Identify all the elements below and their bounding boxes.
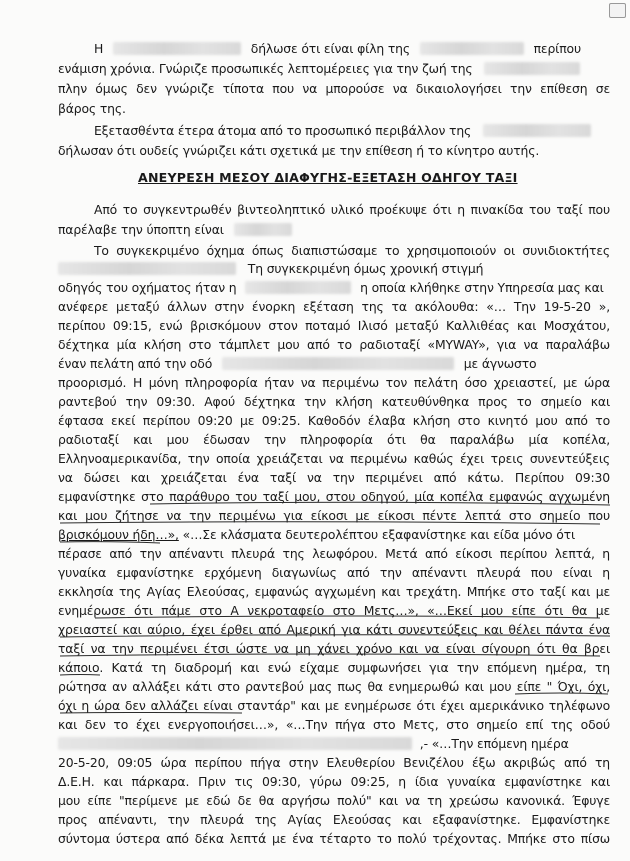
redacted-names [58, 262, 236, 275]
text-line: χρειαστεί και αύριο, έχει έρθει από Αμερική για κάτι συνεντεύξεις και θέλει πάντα ένα [58, 622, 610, 637]
redacted-address [58, 737, 412, 750]
redacted-name [484, 62, 580, 75]
text-fragment: Η [94, 41, 104, 56]
redacted-name [245, 281, 351, 294]
corner-mark [609, 3, 626, 18]
text-line: ταξί να την περιμένει έτσι ώστε να μη χάνει χρόνο και να είναι σίγουρη ότι θα βρει [58, 641, 610, 656]
text-line: δέχτηκα μία κλήση στο τάμπλετ μου από το ραδιοταξί «MYWAY», για να παραλάβω [58, 337, 610, 352]
text-line: ραντεβού την 09:30. Αφού δέχτηκα την κλήση κατευθύνθηκα προς το σημείο και [58, 394, 610, 409]
text-fragment: «…Σε κλάσματα δευτερολέπτου εξαφανίστηκε και είδα μόνο ότι [182, 527, 575, 542]
text-line: κάποιο. Κατά τη διαδρομή και ενώ είχαμε συμφωνήσει για την επόμενη ημέρα, τη [58, 660, 610, 675]
text-line: προς απέναντι, την πλευρά της Αγίας Ελεούσας και εξαφανίστηκε. Εμφανίστηκε [58, 812, 610, 827]
text-fragment: ,- «…Την επόμενη ημέρα [419, 736, 569, 751]
text-fragment: με άγνωστο [463, 356, 537, 371]
text-line: σύντομα ύστερα από δέκα λεπτά με ένα τέταρτο το πολύ τρέχοντας. Μπήκε στο πίσω [58, 831, 610, 846]
text-line: βάρος της. [58, 101, 126, 116]
redacted-name [113, 42, 241, 55]
text-line: πέρασε από την απέναντι πλευρά της λεωφόρου. Μετά από είκοσι περίπου λεπτά, η [58, 546, 610, 561]
text-line: Το συγκεκριμένο όχημα όπως διαπιστώσαμε το χρησιμοποιούν οι συνιδιοκτήτες [94, 243, 610, 258]
text-line: 20-5-20, 09:05 ώρα περίπου πήγα στην Ελευθερίου Βενιζέλου έξω ακριβώς από τη [58, 755, 610, 770]
text-fragment: περίπου [533, 41, 581, 56]
text-line: ενημέρωσε ότι πάμε στο Α νεκροταφείο στο Μετς…», «…Εκεί μου είπε ότι θα με [58, 603, 610, 618]
redacted-name [420, 42, 524, 55]
text-fragment: Εξετασθέντα έτερα άτομα από το προσωπικό περιβάλλον της [94, 123, 472, 138]
text-line: Ελληνοαμερικανίδα, την οποία χρειάζεται να περιμένω καθώς έχει τρεις συνεντεύξεις [58, 451, 610, 466]
text-line: ρώτησα αν αλλάξει κάτι στο ραντεβού μας πως θα ενημερωθώ και μου είπε " Όχι, όχι, [58, 679, 610, 694]
text-line: γυναίκα εμφανίστηκε ερχόμενη διαγωνίως από την απέναντι πλευρά που είναι η [58, 565, 610, 580]
underlined-quote: βρισκόμουν ήδη…», [58, 527, 179, 542]
text-line: ραδιοταξί και μου έδωσαν την πληροφορία ότι θα παραλάβω μία κοπέλα, [58, 432, 610, 447]
text-fragment: παρέλαβε την ύποπτη είναι [58, 222, 224, 237]
text-line [58, 356, 536, 372]
text-line: και μου ζήτησε να την περιμένω για είκοσι με είκοσι πέντε λεπτά στο σημείο που [58, 508, 610, 523]
redacted-name [483, 124, 591, 137]
text-line [58, 261, 610, 277]
redacted-address [222, 357, 454, 370]
text-line: και δεν το έχει ενεργοποιήσει…», «…Την πήγα στο Μετς, στο σημείο επί της οδού [58, 717, 610, 732]
section-heading: ΑΝΕΥΡΕΣΗ ΜΕΣΟΥ ΔΙΑΦΥΓΗΣ-ΕΞΕΤΑΣΗ ΟΔΗΓΟΥ ΤΑΞΙ [138, 170, 518, 185]
text-line: δήλωσαν ότι ουδείς γνώριζει κάτι σχετικά με την επίθεση ή το κίνητρο αυτής. [58, 143, 540, 158]
text-line: όχι η ώρα δεν αλλάζει είναι σταντάρ" και με ενημέρωσε ότι έχει αμερικάνικο τηλέφωνο [58, 698, 610, 713]
text-line: μου είπε "περίμενε με εδώ δε θα αργήσω πολύ" και να τη χρεώσω κανονικά. Έφυγε [58, 793, 610, 808]
text-line [58, 61, 580, 77]
text-fragment: η οποία κλήθηκε στην Υπηρεσία μας και [360, 280, 604, 295]
text-fragment: Τη συγκεκριμένη όμως χρονική στιγμή [247, 261, 484, 276]
text-line [94, 123, 591, 139]
text-fragment: ενάμιση χρόνια. Γνώριζε προσωπικές λεπτομέρειες για την ζωή της [58, 61, 473, 76]
text-fragment: δήλωσε ότι είναι φίλη της [250, 41, 411, 56]
text-line: Δ.Ε.Η. και πάρκαρα. Πριν τις 09:30, γύρω 09:25, η ίδια γυναίκα εμφανίστηκε και [58, 774, 610, 789]
text-line [58, 736, 610, 752]
text-line: περίπου 09:15, ενώ βρισκόμουν στον ποταμό Ιλισό μεταξύ Καλλιθέας και Μοσχάτου, [58, 318, 610, 333]
text-line [94, 41, 610, 57]
text-fragment: έναν πελάτη από την οδό [58, 356, 213, 371]
text-line [58, 280, 604, 296]
text-line: πλην όμως δεν γνώριζε τίποτα που να μπορούσε να δικαιολογήσει την επίθεση σε [58, 81, 610, 96]
text-line: Από το συγκεντρωθέν βιντεοληπτικό υλικό προέκυψε ότι η πινακίδα του ταξί που [94, 202, 610, 217]
redacted-plate [234, 223, 292, 236]
text-line: να δώσει και χρειάζεται ένα ταξί να την περιμένει από κάτω. Περίπου 09:30 [58, 470, 610, 485]
text-fragment: οδηγός του οχήματος ήταν η [58, 280, 237, 295]
text-line: έφτασα εκεί περίπου 09:20 με 09:25. Καθοδόν έλαβα κλήση στο κινητό μου από το [58, 413, 610, 428]
text-line [58, 222, 292, 238]
text-line: ανέφερε μεταξύ άλλων στην ένορκη εξέταση της τα ακόλουθα: «… Την 19-5-20 », [58, 299, 610, 314]
text-line: εμφανίστηκε στο παράθυρο του ταξί μου, στου οδηγού, μία κοπέλα εμφανώς αγχωμένη [58, 489, 610, 504]
text-line: προορισμό. Η μόνη πληροφορία ήταν να περιμένω τον πελάτη όσο χρειαστεί, με ώρα [58, 375, 610, 390]
text-line [58, 527, 610, 543]
text-line: εκκλησία της Αγίας Ελεούσας, εμφανώς αγχωμένη και τρεχάτη. Μπήκε στο ταξί και με [58, 584, 610, 599]
